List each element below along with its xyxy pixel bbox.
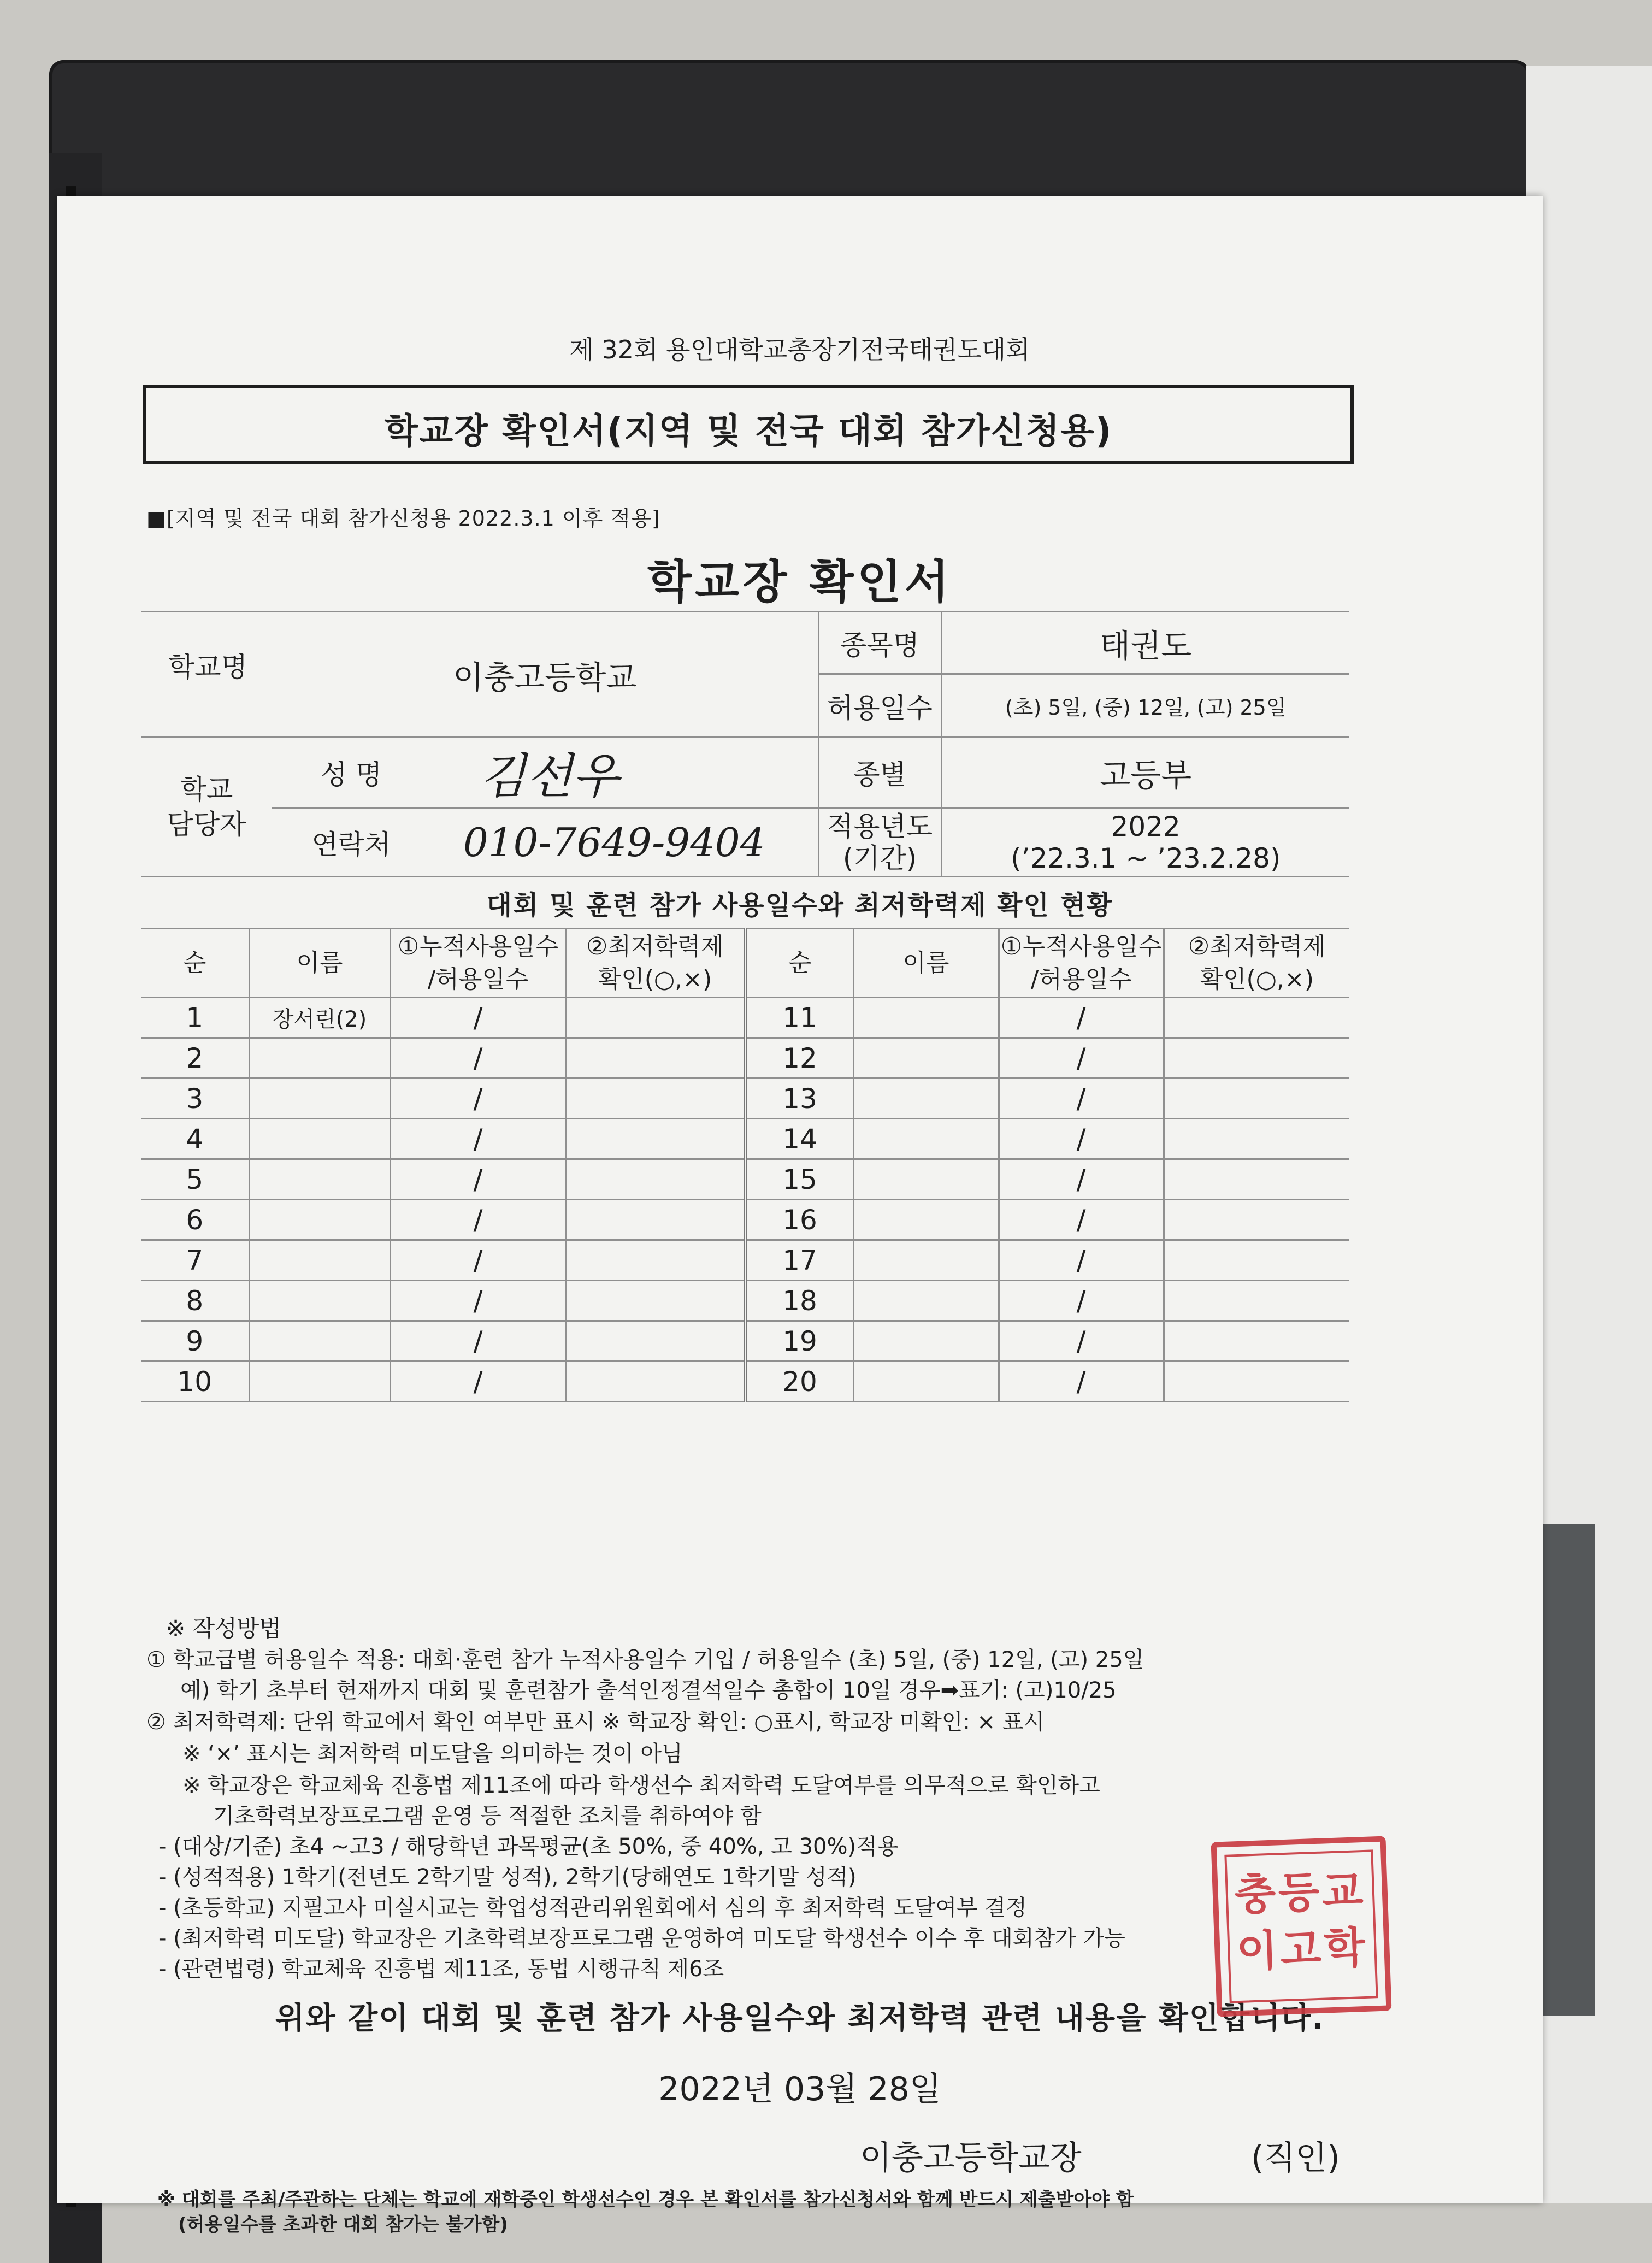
division-label: 종별 [818, 738, 941, 808]
grade-check [1164, 1038, 1349, 1079]
row-number: 12 [745, 1038, 853, 1079]
table-row [141, 1119, 1349, 1159]
allowed-days-label: 허용일수 [818, 674, 941, 738]
seal-char: 학 [1323, 1922, 1366, 1974]
table-row [141, 1200, 1349, 1240]
athlete-name [249, 1240, 390, 1281]
grade-check [1164, 1321, 1349, 1362]
grade-check [1164, 1200, 1349, 1240]
sport-label: 종목명 [818, 612, 941, 674]
grade-check [566, 1079, 745, 1119]
year-cell [941, 808, 1349, 877]
days-used: / [390, 1038, 566, 1079]
athlete-name [853, 998, 999, 1038]
row-number: 4 [141, 1119, 249, 1159]
days-used: / [390, 998, 566, 1038]
athlete-name [853, 1240, 999, 1281]
days-used: / [999, 1200, 1164, 1240]
row-number: 18 [745, 1281, 853, 1321]
days-used: / [390, 1200, 566, 1240]
table-row [141, 1362, 1349, 1402]
school-value: 이충고등학교 [272, 612, 818, 738]
phone-value-handwritten: 010-7649-9404 [430, 808, 818, 877]
athlete-name [853, 1362, 999, 1402]
row-number: 9 [141, 1321, 249, 1362]
table-row [141, 1240, 1349, 1281]
note-3: ※ ‘×’ 표시는 최저학력 미도달을 의미하는 것이 아님 [182, 1741, 683, 1766]
col-name-right: 이름 [853, 929, 999, 998]
row-number: 19 [745, 1321, 853, 1362]
athlete-name [249, 1200, 390, 1240]
footer-note-2: (허용일수를 초과한 대회 참가는 불가함) [178, 2214, 508, 2236]
col-no-left: 순 [141, 929, 249, 998]
school-label: 학교명 [141, 612, 272, 738]
athlete-name [853, 1321, 999, 1362]
row-number: 14 [745, 1119, 853, 1159]
table-row [141, 1038, 1349, 1079]
grade-check [566, 1200, 745, 1240]
seal-placeholder: (직인) [1251, 2139, 1340, 2177]
row-number: 6 [141, 1200, 249, 1240]
athlete-name [249, 1159, 390, 1200]
note-7: - (초등학교) 지필고사 미실시교는 학업성적관리위원회에서 심의 후 최저학력 도달여부 결정 [158, 1895, 1027, 1920]
document-page [57, 196, 1543, 2236]
row-number: 1 [141, 998, 249, 1038]
box-title: 학교장 확인서(지역 및 전국 대회 참가신청용) [384, 411, 1113, 452]
grade-check [566, 1321, 745, 1362]
grade-check [566, 1362, 745, 1402]
days-used: / [390, 1119, 566, 1159]
athlete-name [249, 1321, 390, 1362]
confirmation-date: 2022년 03월 28일 [658, 2070, 941, 2108]
row-number: 17 [745, 1240, 853, 1281]
note-9: - (관련법령) 학교체육 진흥법 제11조, 동법 시행규칙 제6조 [158, 1956, 724, 1982]
row-number: 16 [745, 1200, 853, 1240]
info-table [141, 611, 1349, 877]
row-number: 10 [141, 1362, 249, 1402]
grade-check [1164, 1240, 1349, 1281]
table-row [141, 1159, 1349, 1200]
grade-check [566, 1281, 745, 1321]
days-used: / [999, 998, 1164, 1038]
grade-check [566, 1159, 745, 1200]
athlete-name [853, 1200, 999, 1240]
athlete-name [249, 1281, 390, 1321]
grade-check [1164, 1281, 1349, 1321]
grade-check [566, 998, 745, 1038]
seal-char: 고 [1279, 1924, 1323, 1976]
phone-label: 연락처 [272, 808, 430, 877]
col-check-right: ②최저학력제 확인(○,×) [1164, 929, 1349, 998]
table-row [141, 998, 1349, 1038]
principal-title: 이충고등학교장 [860, 2139, 1082, 2177]
days-used: / [390, 1240, 566, 1281]
days-used: / [999, 1281, 1164, 1321]
note-8: - (최저학력 미도달) 학교장은 기초학력보장프로그램 운영하여 미도달 학생선수 이수 후 대회참가 가능 [158, 1926, 1125, 1951]
row-number: 7 [141, 1240, 249, 1281]
col-no-right: 순 [745, 929, 853, 998]
row-number: 3 [141, 1079, 249, 1119]
athlete-name: 장서린(2) [249, 998, 390, 1038]
athlete-name [853, 1119, 999, 1159]
row-number: 2 [141, 1038, 249, 1079]
note-6: - (성적적용) 1학기(전년도 2학기말 성적), 2학기(당해연도 1학기말 성적) [158, 1865, 857, 1890]
seal-char: 이 [1235, 1925, 1279, 1977]
contact-group-label: 학교 담당자 [141, 738, 272, 877]
col-days-left: ①누적사용일수 /허용일수 [390, 929, 566, 998]
athlete-name [853, 1079, 999, 1119]
grade-check [566, 1240, 745, 1281]
athlete-name [853, 1159, 999, 1200]
row-number: 15 [745, 1159, 853, 1200]
grade-check [1164, 1362, 1349, 1402]
col-check-left: ②최저학력제 확인(○,×) [566, 929, 745, 998]
athlete-name [249, 1079, 390, 1119]
grade-check [1164, 1159, 1349, 1200]
days-used: / [390, 1362, 566, 1402]
days-used: / [390, 1159, 566, 1200]
seal-char: 교 [1321, 1866, 1364, 1917]
athlete-name [853, 1281, 999, 1321]
note-4-continued: 기초학력보장프로그램 운영 등 적절한 조치를 취하여야 함 [213, 1804, 762, 1829]
note-1-example: 예) 학기 초부터 현재까지 대회 및 훈련참가 출석인정결석일수 총합이 10일 경우➡표기: (고)10/25 [180, 1678, 1117, 1703]
row-number: 5 [141, 1159, 249, 1200]
days-used: / [999, 1119, 1164, 1159]
grade-check [566, 1119, 745, 1159]
athlete-name [853, 1038, 999, 1079]
days-used: / [999, 1038, 1164, 1079]
grade-check [566, 1038, 745, 1079]
days-used: / [999, 1159, 1164, 1200]
footer-note: ※ 대회를 주최/주관하는 단체는 학교에 재학중인 학생선수인 경우 본 확인서를 참가신청서와 함께 반드시 제출받아야 함 [157, 2189, 1134, 2211]
note-4: ※ 학교장은 학교체육 진흥법 제11조에 따라 학생선수 최저학력 도달여부를 의무적으로 확인하고 [182, 1773, 1100, 1798]
year-period: (’22.3.1 ~ ’23.2.28) [1011, 842, 1281, 874]
grade-check [1164, 1079, 1349, 1119]
days-used: / [999, 1362, 1164, 1402]
seal-char: 충 [1234, 1869, 1277, 1920]
year-label: 적용년도 (기간) [818, 808, 941, 877]
applicability-note: ■[지역 및 전국 대회 참가신청용 2022.3.1 이후 적용] [146, 506, 660, 531]
note-2: ② 최저학력제: 단위 학교에서 확인 여부만 표시 ※ 학교장 확인: ○표시, 학교장 미확인: × 표시 [146, 1710, 1045, 1735]
event-title: 제 32회 용인대학교총장기전국태권도대회 [569, 335, 1030, 364]
days-used: / [999, 1240, 1164, 1281]
allowed-days-value: (초) 5일, (중) 12일, (고) 25일 [941, 674, 1349, 738]
year-value: 2022 [1111, 810, 1181, 842]
athlete-table [141, 928, 1349, 1402]
athlete-name [249, 1119, 390, 1159]
note-5: - (대상/기준) 초4 ~고3 / 해당학년 과목평균(초 50%, 중 40%, 고 30%)적용 [158, 1834, 899, 1859]
table-row [141, 1079, 1349, 1119]
name-value-handwritten: 김선우 [430, 738, 818, 808]
form-title: 학교장 확인서 [647, 555, 953, 609]
row-number: 11 [745, 998, 853, 1038]
division-value: 고등부 [941, 738, 1349, 808]
grade-check [1164, 998, 1349, 1038]
confirmation-statement: 위와 같이 대회 및 훈련 참가 사용일수와 최저학력 관련 내용을 확인합니다. [275, 2001, 1325, 2036]
table-row [141, 1281, 1349, 1321]
col-days-right: ①누적사용일수 /허용일수 [999, 929, 1164, 998]
title-box [143, 385, 1354, 464]
row-number: 8 [141, 1281, 249, 1321]
athlete-name [249, 1038, 390, 1079]
sport-value: 태권도 [941, 612, 1349, 674]
days-used: / [390, 1281, 566, 1321]
col-name-left: 이름 [249, 929, 390, 998]
notes-heading: ※ 작성방법 [166, 1615, 281, 1642]
row-number: 13 [745, 1079, 853, 1119]
table-row [141, 1321, 1349, 1362]
days-used: / [999, 1321, 1164, 1362]
table-title: 대회 및 훈련 참가 사용일수와 최저학력제 확인 현황 [486, 890, 1113, 921]
note-1: ① 학교급별 허용일수 적용: 대회·훈련 참가 누적사용일수 기입 / 허용일수 (초) 5일, (중) 12일, (고) 25일 [146, 1647, 1144, 1672]
grade-check [1164, 1119, 1349, 1159]
name-label: 성 명 [272, 738, 430, 808]
days-used: / [999, 1079, 1164, 1119]
days-used: / [390, 1321, 566, 1362]
seal-char: 등 [1277, 1867, 1320, 1919]
athlete-name [249, 1362, 390, 1402]
official-seal-stamp [1211, 1836, 1392, 2017]
days-used: / [390, 1079, 566, 1119]
row-number: 20 [745, 1362, 853, 1402]
